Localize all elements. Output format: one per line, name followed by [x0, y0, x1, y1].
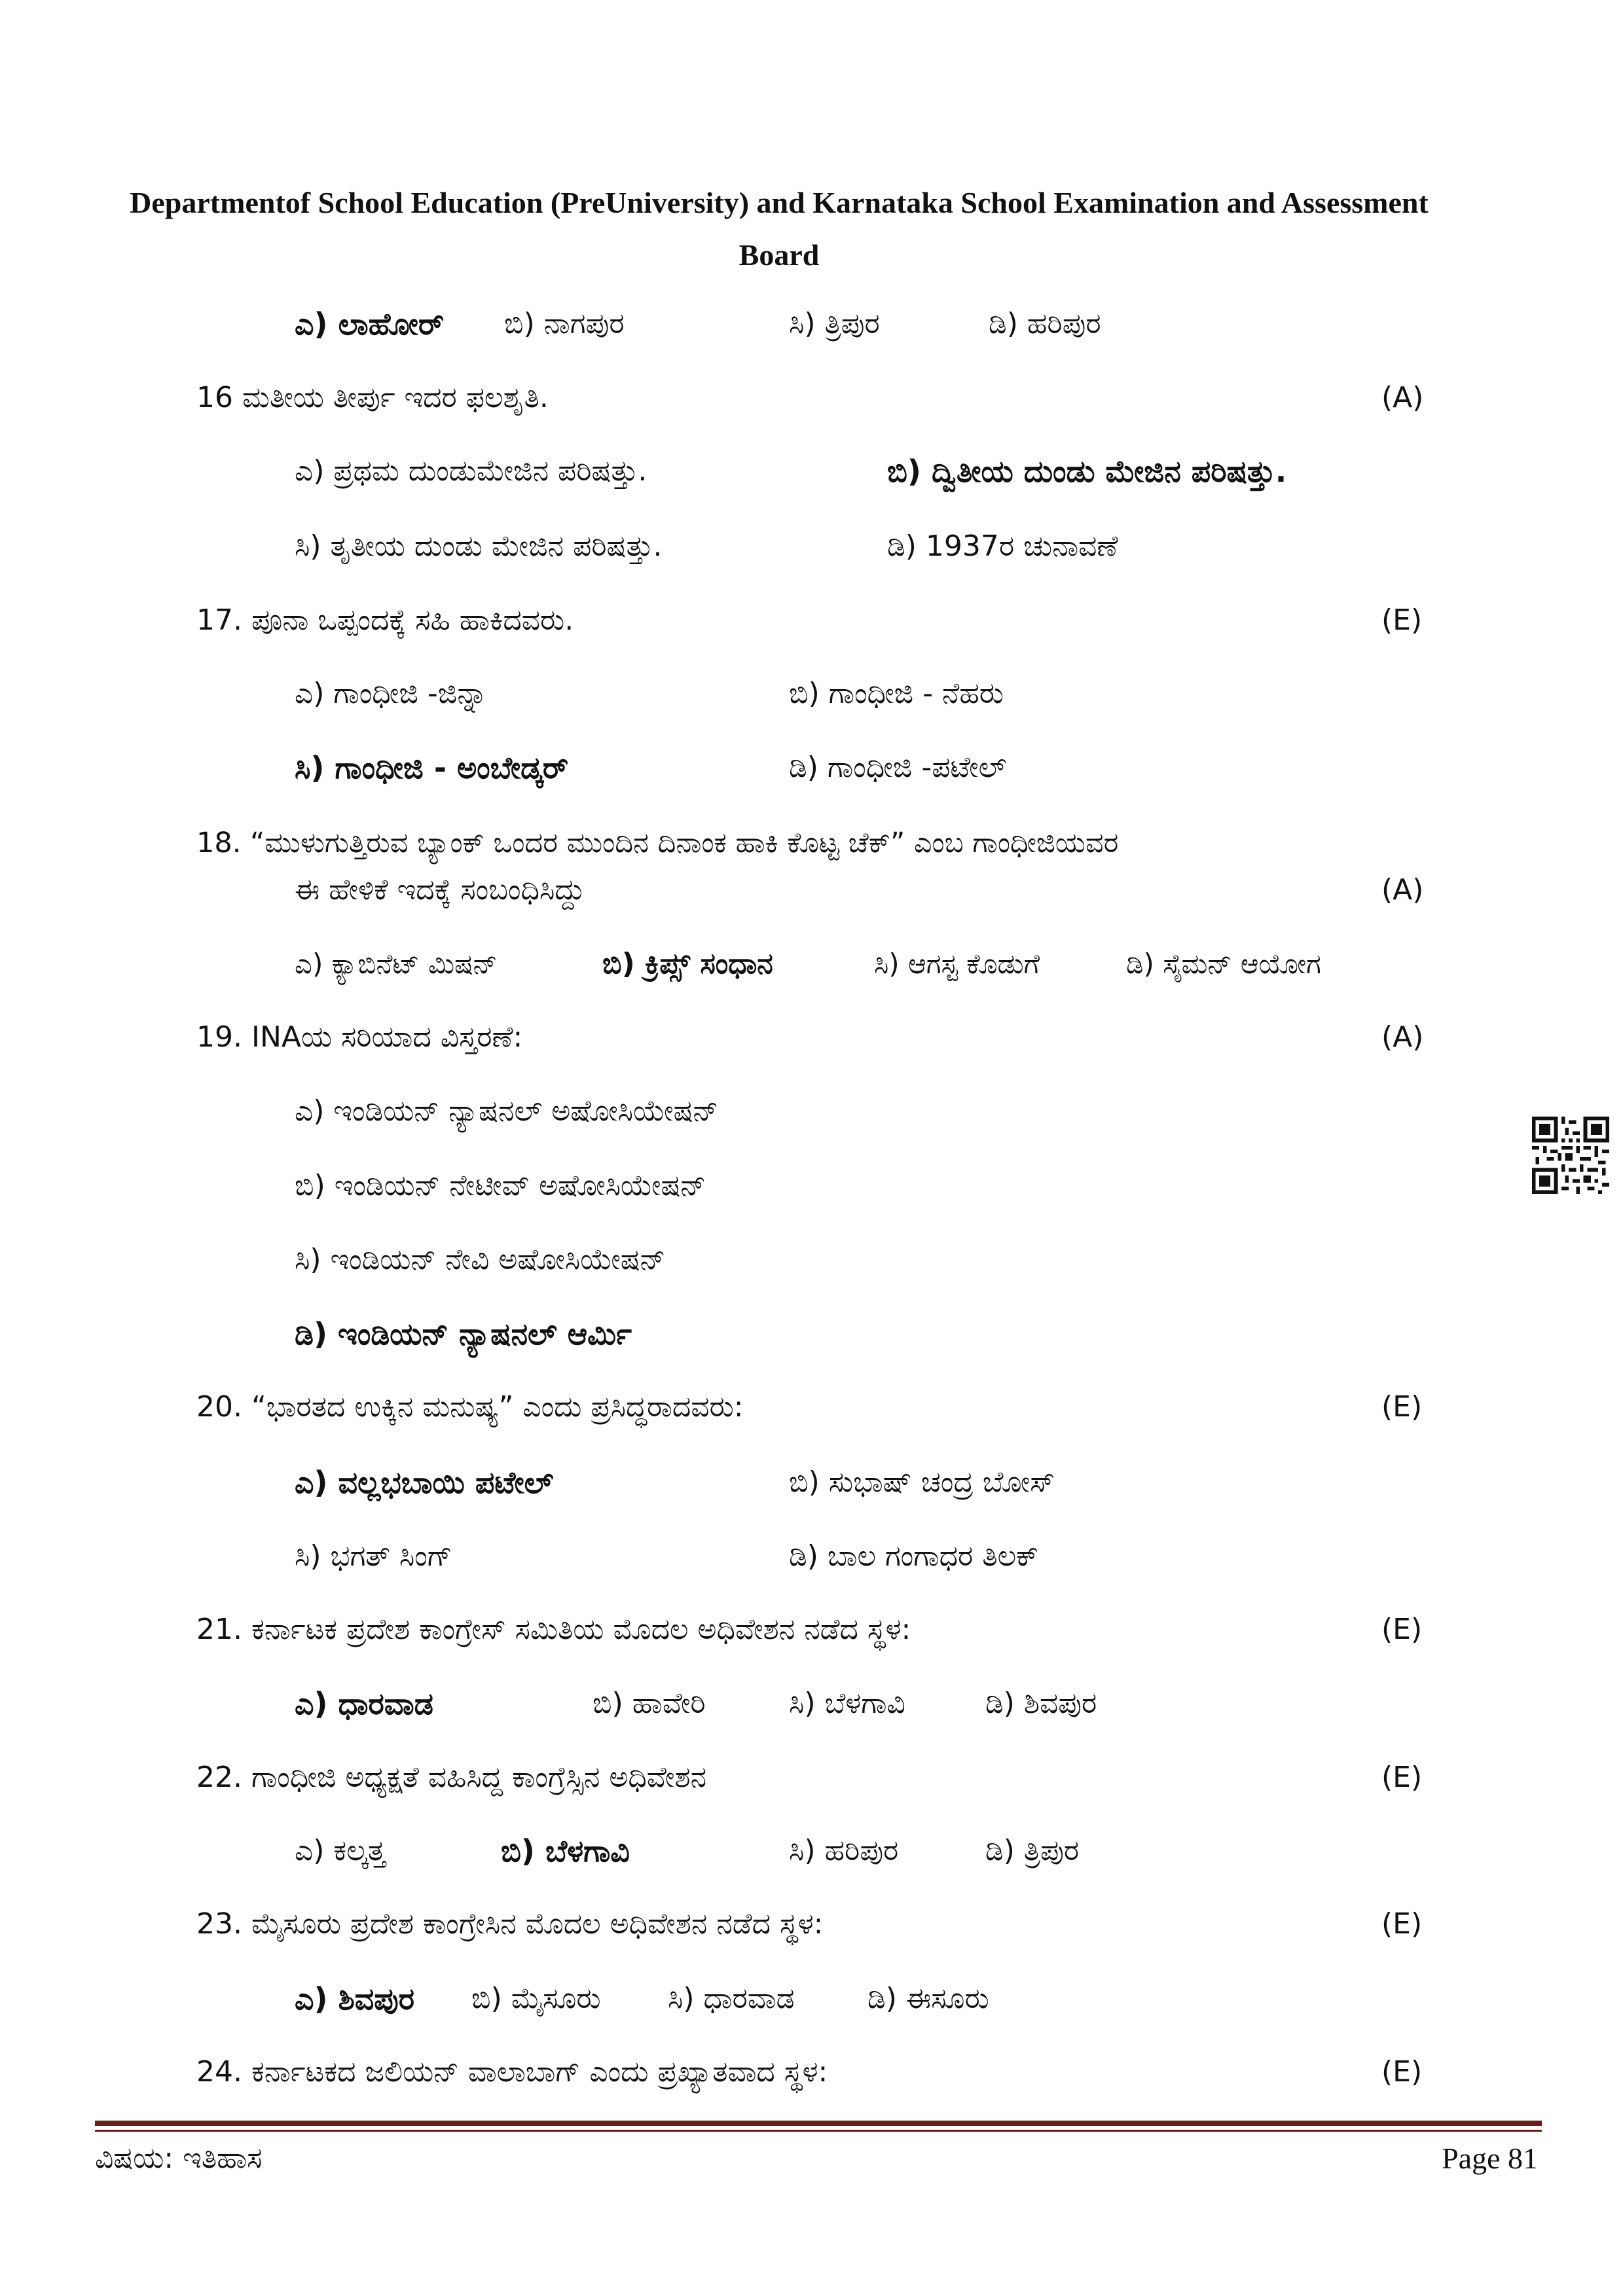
- q20-answer-key: (E): [1381, 1390, 1423, 1424]
- q18-option-a: ಎ) ಕ್ಯಾಬಿನೆಟ್ ಮಿಷನ್: [295, 948, 498, 980]
- q21-question: 21. ಕರ್ನಾಟಕ ಪ್ರದೇಶ ಕಾಂಗ್ರೇಸ್ ಸಮಿತಿಯ ಮೊದಲ ಅಧಿವೇಶನ ನಡೆದ ಸ್ಥಳ:: [196, 1613, 911, 1646]
- q18-question-line-2: ಈ ಹೇಳಿಕೆ ಇದಕ್ಕೆ ಸಂಬಂಧಿಸಿದ್ದು: [295, 873, 585, 906]
- q18-option-c: ಸಿ) ಆಗಸ್ಟ ಕೊಡುಗೆ: [874, 948, 1040, 980]
- q17-question: 17. ಪೂನಾ ಒಪ್ಪಂದಕ್ಕೆ ಸಹಿ ಹಾಕಿದವರು.: [196, 603, 574, 637]
- q17-answer-key: (E): [1381, 603, 1423, 637]
- q19-option-c: ಸಿ) ಇಂಡಿಯನ್ ನೇವಿ ಅಷೋಸಿಯೇಷನ್: [295, 1243, 666, 1276]
- footer-page-number: Page 81: [1442, 2142, 1538, 2175]
- q17-option-a: ಎ) ಗಾಂಧೀಜಿ -ಜಿನ್ನಾ: [295, 677, 488, 710]
- q21-answer-key: (E): [1381, 1613, 1423, 1646]
- q15-option-d: ಡಿ) ಹರಿಪುರ: [989, 307, 1101, 340]
- footer-rule-thick: [95, 2121, 1542, 2126]
- q21-option-d: ಡಿ) ಶಿವಪುರ: [985, 1687, 1097, 1720]
- q20-option-d: ಡಿ) ಬಾಲ ಗಂಗಾಧರ ತಿಲಕ್: [789, 1539, 1039, 1573]
- q16-option-a: ಎ) ಪ್ರಥಮ ದುಂಡುಮೇಜಿನ ಪರಿಷತ್ತು.: [295, 454, 647, 488]
- q17-option-c: ಸಿ) ಗಾಂಧೀಜಿ - ಅಂಬೇಡ್ಕರ್: [295, 750, 569, 785]
- q18-answer-key: (A): [1381, 873, 1424, 906]
- q23-answer-key: (E): [1381, 1907, 1423, 1941]
- q23-option-c: ಸಿ) ಧಾರವಾಡ: [668, 1982, 795, 2015]
- q22-option-a: ಎ) ಕಲ್ಕತ್ತ: [295, 1834, 386, 1867]
- q20-option-a: ಎ) ವಲ್ಲಭಬಾಯಿ ಪಟೇಲ್: [295, 1465, 554, 1500]
- footer-subject: ವಿಷಯ: ಇತಿಹಾಸ: [95, 2142, 263, 2175]
- q21-option-b: ಬಿ) ಹಾವೇರಿ: [593, 1687, 706, 1720]
- q21-option-a: ಎ) ಧಾರವಾಡ: [295, 1686, 433, 1721]
- header-line-1: Departmentof School Education (PreUniversity) and Karnataka School Examination and Assessment: [130, 186, 1429, 219]
- q15-option-c: ಸಿ) ತ್ರಿಪುರ: [789, 307, 880, 340]
- q22-answer-key: (E): [1381, 1761, 1423, 1794]
- q18-option-b: ಬಿ) ಕ್ರಿಪ್ಸ್ ಸಂಧಾನ: [602, 947, 773, 980]
- q16-option-b: ಬಿ) ದ್ವಿತೀಯ ದುಂಡು ಮೇಜಿನ ಪರಿಷತ್ತು.: [887, 454, 1287, 489]
- q15-option-b: ಬಿ) ನಾಗಪುರ: [504, 307, 625, 340]
- footer-rule-thin: [95, 2130, 1542, 2132]
- q16-answer-key: (A): [1381, 381, 1424, 414]
- q20-question: 20. “ಭಾರತದ ಉಕ್ಕಿನ ಮನುಷ್ಯ” ಎಂದು ಪ್ರಸಿದ್ಧರಾದವರು:: [196, 1390, 744, 1424]
- header-line-2: Board: [739, 238, 820, 272]
- page-header: [98, 177, 1460, 281]
- q23-option-b: ಬಿ) ಮೈಸೂರು: [471, 1982, 601, 2015]
- q17-option-d: ಡಿ) ಗಾಂಧೀಜಿ -ಪಟೇಲ್: [789, 751, 1007, 784]
- q19-option-d: ಡಿ) ಇಂಡಿಯನ್ ನ್ಯಾಷನಲ್ ಆರ್ಮಿ: [295, 1316, 632, 1352]
- q19-option-a: ಎ) ಇಂಡಿಯನ್ ನ್ಯಾಷನಲ್ ಅಷೋಸಿಯೇಷನ್: [295, 1094, 719, 1128]
- q19-question: 19. INAಯ ಸರಿಯಾದ ವಿಸ್ತರಣೆ:: [196, 1020, 523, 1054]
- q23-option-d: ಡಿ) ಈಸೂರು: [867, 1982, 989, 2015]
- q16-option-c: ಸಿ) ತೃತೀಯ ದುಂಡು ಮೇಜಿನ ಪರಿಷತ್ತು.: [295, 529, 663, 563]
- q22-option-b: ಬಿ) ಬೆಳಗಾವಿ: [501, 1833, 630, 1869]
- q15-option-a: ಎ) ಲಾಹೋರ್: [295, 306, 445, 342]
- q18-question-line-1: 18. “ಮುಳುಗುತ್ತಿರುವ ಬ್ಯಾಂಕ್ ಒಂದರ ಮುಂದಿನ ದಿನಾಂಕ ಹಾಕಿ ಕೊಟ್ಟ ಚೆಕ್” ಎಂಬ ಗಾಂಧೀಜಿಯವರ: [196, 827, 1119, 859]
- q20-option-c: ಸಿ) ಭಗತ್ ಸಿಂಗ್: [295, 1539, 452, 1573]
- q23-question: 23. ಮೈಸೂರು ಪ್ರದೇಶ ಕಾಂಗ್ರೇಸಿನ ಮೊದಲ ಅಧಿವೇಶನ ನಡೆದ ಸ್ಥಳ:: [196, 1907, 824, 1941]
- q19-option-b: ಬಿ) ಇಂಡಿಯನ್ ನೇಟೀವ್ ಅಷೋಸಿಯೇಷನ್: [295, 1169, 706, 1202]
- q21-option-c: ಸಿ) ಬೆಳಗಾವಿ: [789, 1687, 905, 1720]
- q16-option-d: ಡಿ) 1937ರ ಚುನಾವಣೆ: [887, 529, 1118, 563]
- q17-option-b: ಬಿ) ಗಾಂಧೀಜಿ - ನೆಹರು: [789, 677, 1004, 710]
- q20-option-b: ಬಿ) ಸುಭಾಷ್ ಚಂದ್ರ ಬೋಸ್: [789, 1465, 1055, 1499]
- q18-option-d: ಡಿ) ಸೈಮನ್ ಆಯೋಗ: [1126, 948, 1321, 980]
- q24-answer-key: (E): [1381, 2055, 1423, 2089]
- q24-question: 24. ಕರ್ನಾಟಕದ ಜಲಿಯನ್ ವಾಲಾಬಾಗ್ ಎಂದು ಪ್ರಖ್ಯಾತವಾದ ಸ್ಥಳ:: [196, 2055, 828, 2089]
- q19-answer-key: (A): [1381, 1020, 1424, 1054]
- q16-question: 16 ಮತೀಯ ತೀರ್ಪು ಇದರ ಫಲಶೃತಿ.: [196, 381, 549, 414]
- q22-option-c: ಸಿ) ಹರಿಪುರ: [789, 1834, 899, 1867]
- q23-option-a: ಎ) ಶಿವಪುರ: [295, 1981, 415, 2017]
- q22-question: 22. ಗಾಂಧೀಜಿ ಅಧ್ಯಕ್ಷತೆ ವಹಿಸಿದ್ದ ಕಾಂಗ್ರೆಸ್ಸಿನ ಅಧಿವೇಶನ: [196, 1761, 707, 1794]
- qr-code-icon: [1532, 1117, 1609, 1194]
- q22-option-d: ಡಿ) ತ್ರಿಪುರ: [985, 1834, 1080, 1867]
